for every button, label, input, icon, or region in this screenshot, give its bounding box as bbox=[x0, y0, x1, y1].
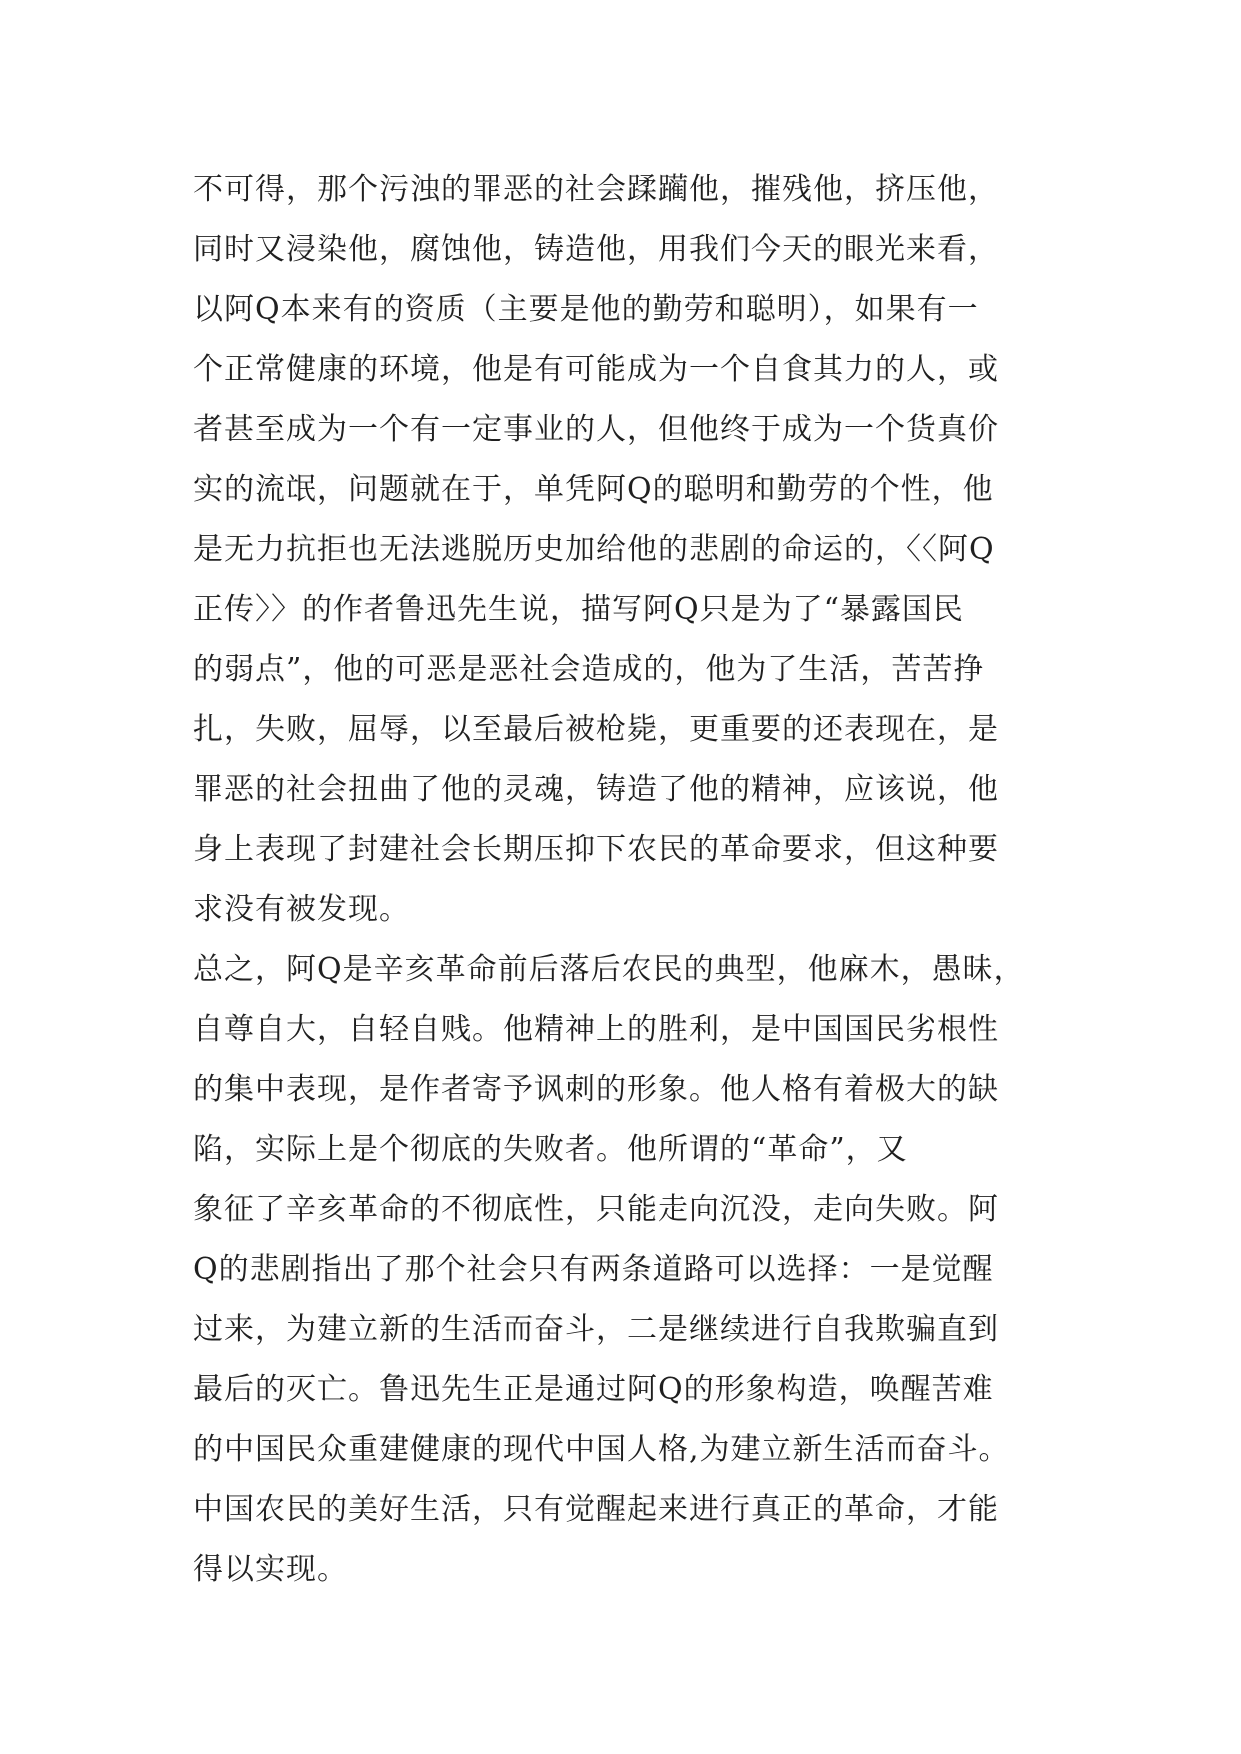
text-line: 自尊自大，自轻自贱。他精神上的胜利，是中国国民劣根性 bbox=[193, 1012, 999, 1047]
text-line: 扎，失败，屈辱，以至最后被枪毙，更重要的还表现在，是 bbox=[193, 712, 999, 747]
text-line: 个正常健康的环境，他是有可能成为一个自食其力的人，或 bbox=[193, 352, 999, 387]
text-line: 最后的灭亡。鲁迅先生正是通过阿Q的形象构造，唤醒苦难 bbox=[193, 1372, 994, 1407]
text-line: 实的流氓，问题就在于，单凭阿Q的聪明和勤劳的个性，他 bbox=[193, 472, 994, 507]
text-line: 不可得，那个污浊的罪恶的社会蹂躏他，摧残他，挤压他， bbox=[193, 172, 999, 207]
text-line: Q的悲剧指出了那个社会只有两条道路可以选择：一是觉醒 bbox=[193, 1252, 994, 1287]
text-line: 陷，实际上是个彻底的失败者。他所谓的“革命”，又 bbox=[193, 1132, 908, 1167]
text-line: 正传〉〉的作者鲁迅先生说，描写阿Q只是为了“暴露国民 bbox=[193, 592, 964, 627]
text-line: 得以实现。 bbox=[193, 1552, 348, 1587]
text-line: 总之，阿Q是辛亥革命前后落后农民的典型，他麻木，愚昧， bbox=[193, 952, 1025, 987]
text-line: 者甚至成为一个有一定事业的人，但他终于成为一个货真价 bbox=[193, 412, 999, 447]
text-line: 以阿Q本来有的资质（主要是他的勤劳和聪明），如果有一 bbox=[193, 292, 979, 327]
text-line: 象征了辛亥革命的不彻底性，只能走向沉没，走向失败。阿 bbox=[193, 1192, 999, 1227]
text-line: 是无力抗拒也无法逃脱历史加给他的悲剧的命运的，〈〈阿Q bbox=[193, 532, 995, 567]
text-line: 的集中表现，是作者寄予讽刺的形象。他人格有着极大的缺 bbox=[193, 1072, 999, 1107]
text-line: 的中国民众重建健康的现代中国人格,为建立新生活而奋斗。 bbox=[193, 1432, 1010, 1467]
text-line: 身上表现了封建社会长期压抑下农民的革命要求，但这种要 bbox=[193, 832, 999, 867]
text-line: 中国农民的美好生活，只有觉醒起来进行真正的革命，才能 bbox=[193, 1492, 999, 1527]
text-line: 求没有被发现。 bbox=[193, 892, 410, 927]
text-line: 的弱点”，他的可恶是恶社会造成的，他为了生活，苦苦挣 bbox=[193, 652, 985, 687]
text-line: 罪恶的社会扭曲了他的灵魂，铸造了他的精神，应该说，他 bbox=[193, 772, 999, 807]
text-line: 过来，为建立新的生活而奋斗，二是继续进行自我欺骗直到 bbox=[193, 1312, 999, 1347]
body-text bbox=[193, 160, 1083, 1600]
text-line: 同时又浸染他，腐蚀他，铸造他，用我们今天的眼光来看， bbox=[193, 232, 999, 267]
